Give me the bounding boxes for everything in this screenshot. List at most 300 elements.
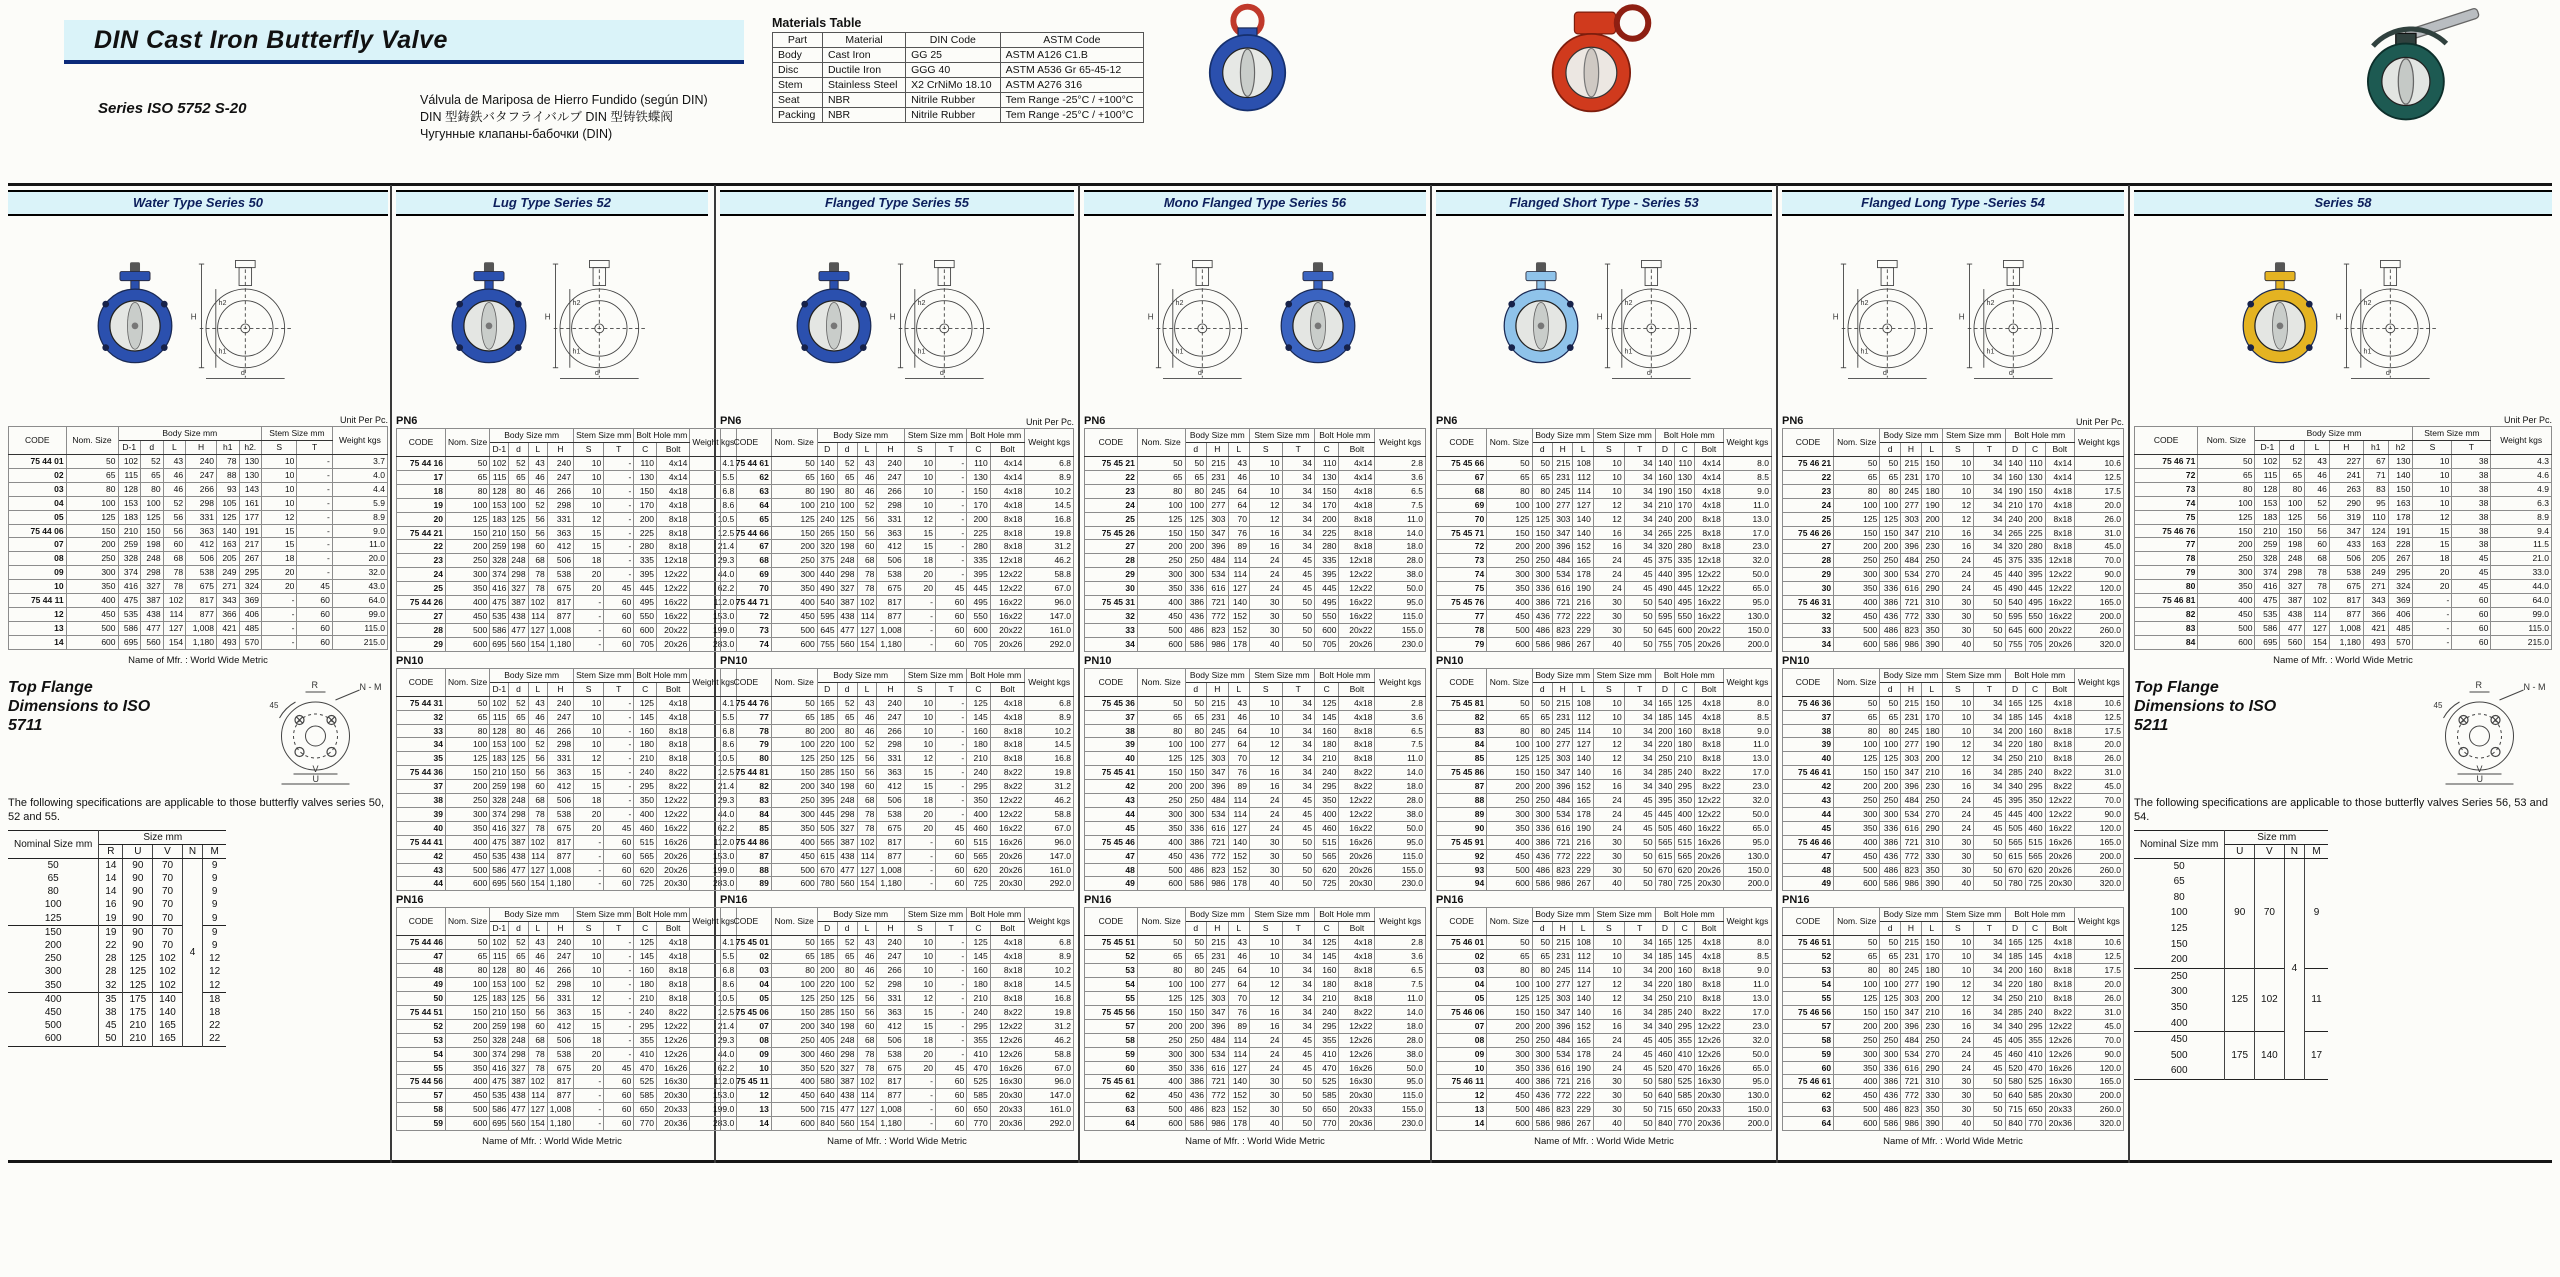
- column-header: C: [1315, 922, 1339, 936]
- cell: 79: [1437, 637, 1487, 651]
- cell: 250: [1880, 554, 1901, 568]
- cell: 395: [1655, 794, 1675, 808]
- cell: 100: [1487, 738, 1532, 752]
- cell: 10: [1250, 710, 1282, 724]
- cell: 386: [1880, 596, 1901, 610]
- column-header: Weight kgs: [690, 668, 737, 696]
- cell: 12x22: [1339, 582, 1375, 596]
- cell: 34: [1624, 752, 1655, 766]
- column-header: V: [2255, 844, 2285, 858]
- unit-per-pc-label: Unit Per Pc.: [2075, 417, 2124, 427]
- cell: 83: [2135, 621, 2198, 635]
- table-row: [1437, 936, 1772, 950]
- cell: 560: [509, 637, 528, 651]
- cell: 366: [2363, 607, 2388, 621]
- cell: 16x26: [2045, 835, 2074, 849]
- cell: 10: [574, 484, 604, 498]
- cell: 400: [2025, 807, 2045, 821]
- cell: 240: [1655, 512, 1675, 526]
- cell: 823: [1901, 863, 1922, 877]
- cell: 12: [1942, 752, 1973, 766]
- cell: 34: [1624, 498, 1655, 512]
- cell: 50: [1282, 1075, 1315, 1089]
- cell: 16: [1250, 526, 1282, 540]
- cell: 705: [967, 637, 991, 651]
- cell: 298: [186, 496, 217, 510]
- table-row: [1783, 766, 2124, 780]
- cell: 147.0: [1025, 849, 1074, 863]
- cell: 50: [1974, 1103, 2005, 1117]
- cell: 45: [1282, 554, 1315, 568]
- cell: 450: [66, 607, 118, 621]
- cell: 772: [1552, 609, 1572, 623]
- pn-row: [1436, 894, 1772, 906]
- cell: 450: [2134, 1032, 2225, 1048]
- cell: NBR: [822, 108, 905, 123]
- cell: 28: [99, 965, 123, 978]
- cell: 55: [1085, 992, 1138, 1006]
- cell: 350: [446, 821, 490, 835]
- cell: 300: [1834, 1047, 1880, 1061]
- cell: 37: [1783, 710, 1834, 724]
- cell: 62.2: [690, 821, 737, 835]
- cell: 12x26: [2045, 1033, 2074, 1047]
- cell: 200: [817, 724, 837, 738]
- group-header: Body Size mm: [1185, 429, 1249, 443]
- cell: 231: [1552, 710, 1572, 724]
- cell: 705: [2025, 637, 2045, 651]
- cell: -: [604, 540, 634, 554]
- cell: 340: [2005, 1019, 2025, 1033]
- cell: 12x22: [990, 568, 1025, 582]
- cell: 19: [397, 498, 446, 512]
- cell: 03: [721, 964, 772, 978]
- cell: 114: [857, 849, 877, 863]
- cell: -: [262, 607, 297, 621]
- cell: 38: [1085, 724, 1138, 738]
- cell: 58: [1085, 1033, 1138, 1047]
- cell: 240: [1675, 766, 1695, 780]
- cell: 11.0: [332, 538, 387, 552]
- cell: 336: [1532, 821, 1552, 835]
- cell: 450: [446, 609, 490, 623]
- cell: 877: [547, 609, 573, 623]
- cell: 4.3: [2491, 455, 2552, 469]
- cell: 200: [1921, 752, 1942, 766]
- cell: 200: [1880, 540, 1901, 554]
- cell: 10: [1250, 457, 1282, 471]
- section-illustrations: [1084, 218, 1426, 412]
- cell: 93: [1437, 863, 1487, 877]
- group-header: Body Size mm: [118, 427, 262, 441]
- cell: -: [297, 455, 332, 469]
- cell: 600: [66, 635, 118, 649]
- cell: 350: [2198, 580, 2255, 594]
- cell: 60: [857, 1019, 877, 1033]
- cell: 64: [721, 498, 772, 512]
- cell: 80: [771, 724, 817, 738]
- cell: Ductile Iron: [822, 63, 905, 78]
- table-row: [773, 108, 1144, 123]
- cell: 50: [1282, 849, 1315, 863]
- group-header: Body Size mm: [2255, 427, 2413, 441]
- cell: 225: [967, 526, 991, 540]
- cell: 586: [490, 623, 509, 637]
- cell: 124: [2363, 524, 2388, 538]
- cell: 45: [1974, 794, 2005, 808]
- cell: 50: [771, 457, 817, 471]
- cell: 396: [1552, 540, 1572, 554]
- cell: 65: [1487, 950, 1532, 964]
- cell: 285: [1655, 766, 1675, 780]
- group-header: Size mm: [2225, 830, 2328, 844]
- cell: 600: [1834, 1117, 1880, 1131]
- cell: 12: [574, 512, 604, 526]
- cell: 198: [837, 1019, 857, 1033]
- cell: 175: [123, 1006, 153, 1019]
- cell: 42: [1783, 780, 1834, 794]
- cell: 54: [397, 1047, 446, 1061]
- cell: 250: [1655, 752, 1675, 766]
- cell: 34: [1974, 1005, 2005, 1019]
- cell: 231: [1207, 710, 1228, 724]
- table-row: [1783, 1047, 2124, 1061]
- cell: 44.0: [690, 807, 737, 821]
- cell: 259: [490, 540, 509, 554]
- cell: 80: [1880, 724, 1901, 738]
- table-row: [1437, 724, 1772, 738]
- cell: 6.5: [1375, 724, 1426, 738]
- cell: 34: [1282, 457, 1315, 471]
- cell: 26.0: [2074, 992, 2123, 1006]
- cell: 183: [118, 510, 141, 524]
- translation-es: Válvula de Mariposa de Hierro Fundido (según DIN): [420, 93, 708, 107]
- column-header: C: [2025, 443, 2045, 457]
- cell: 21.4: [690, 780, 737, 794]
- cell: 586: [490, 1103, 509, 1117]
- cell: 363: [186, 524, 217, 538]
- cell: 292.0: [1025, 877, 1074, 891]
- pn-label: PN16: [720, 894, 748, 907]
- cell: 45: [1624, 807, 1655, 821]
- group-header: Body Size mm: [490, 429, 574, 443]
- cell: 755: [2005, 637, 2025, 651]
- pn-row: [1084, 655, 1426, 667]
- table-row: [1085, 526, 1426, 540]
- cell: 600: [1137, 877, 1185, 891]
- cell: 75 45 56: [1085, 1005, 1138, 1019]
- table-row: [397, 849, 737, 863]
- cell: 34: [1624, 540, 1655, 554]
- cell: 10: [904, 978, 935, 992]
- cell: 450: [1834, 849, 1880, 863]
- table-row: [1437, 794, 1772, 808]
- cell: 153.0: [690, 1089, 737, 1103]
- cell: 395: [634, 568, 657, 582]
- cell: 300: [446, 568, 490, 582]
- cell: 165: [1655, 696, 1675, 710]
- cell: 75 44 26: [397, 596, 446, 610]
- cell: 267: [2388, 552, 2413, 566]
- cell: 100: [509, 978, 528, 992]
- cell: 16: [1942, 780, 1973, 794]
- cell: 34: [1624, 526, 1655, 540]
- cell: 440: [2005, 568, 2025, 582]
- table-row: [1085, 849, 1426, 863]
- cell: 600: [1137, 637, 1185, 651]
- cell: 32.0: [1723, 794, 1771, 808]
- cell: 410: [1675, 1047, 1695, 1061]
- cell: 823: [1207, 623, 1228, 637]
- valve-drawing: [1957, 245, 2075, 385]
- cell: 396: [1207, 1019, 1228, 1033]
- cell: 15: [574, 526, 604, 540]
- table-head: [397, 668, 737, 696]
- cell: 45: [1974, 807, 2005, 821]
- cell: 112.0: [690, 596, 737, 610]
- cell: 22: [1783, 470, 1834, 484]
- cell: 22: [1085, 470, 1138, 484]
- cell: 04: [1437, 978, 1487, 992]
- cell: 327: [509, 821, 528, 835]
- cell: 125: [1487, 752, 1532, 766]
- section-divider: [1078, 185, 1080, 1163]
- cell: 6.8: [1025, 936, 1074, 950]
- cell: 178: [1228, 877, 1250, 891]
- cell: 20x30: [990, 877, 1025, 891]
- table-row: [1437, 780, 1772, 794]
- pn-row: [1084, 894, 1426, 906]
- cell: 8x18: [657, 540, 690, 554]
- cell: 16x22: [2045, 609, 2074, 623]
- cell: 240: [186, 455, 217, 469]
- pn-row: [396, 894, 708, 906]
- cell: 20x26: [2045, 863, 2074, 877]
- cell: 24: [1942, 554, 1973, 568]
- cell: 715: [817, 1103, 837, 1117]
- cell: 20.0: [332, 552, 387, 566]
- cell: 215: [1552, 457, 1572, 471]
- cell: 65: [1834, 950, 1880, 964]
- cell: 986: [1901, 637, 1922, 651]
- cell: 335: [634, 554, 657, 568]
- cell: 77: [1437, 609, 1487, 623]
- cell: 12: [1942, 978, 1973, 992]
- table-row: [721, 807, 1074, 821]
- cell: 90: [123, 939, 153, 952]
- cell: 12: [1942, 992, 1973, 1006]
- table-row: [2135, 580, 2552, 594]
- cell: 200: [1834, 1019, 1880, 1033]
- table-row: [9, 468, 388, 482]
- flange-diagram: [253, 678, 388, 790]
- cell: 14.0: [1375, 766, 1426, 780]
- column-header: S: [904, 443, 935, 457]
- cell: 191: [239, 524, 262, 538]
- cell: 227: [2329, 455, 2363, 469]
- cell: 12x22: [1694, 582, 1723, 596]
- cell: 500: [771, 623, 817, 637]
- cell: 90: [123, 858, 153, 872]
- cell: 640: [817, 1089, 837, 1103]
- spec-table: [396, 668, 737, 892]
- cell: 13: [9, 621, 67, 635]
- cell: 303: [1901, 512, 1922, 526]
- cell: 721: [1552, 1075, 1572, 1089]
- cell: 78: [528, 568, 547, 582]
- cell: 16x26: [990, 1061, 1025, 1075]
- column-header: Nom. Size: [446, 429, 490, 457]
- table-row: [721, 470, 1074, 484]
- cell: 12x18: [2045, 554, 2074, 568]
- cell: 12: [203, 979, 227, 993]
- section-illustrations: [1436, 218, 1772, 412]
- cell: 10: [1942, 696, 1973, 710]
- table-body: [8, 858, 226, 1046]
- column-header: Nom. Size: [1487, 908, 1532, 936]
- cell: 183: [490, 992, 509, 1006]
- cell: 525: [634, 1075, 657, 1089]
- column-header: CODE: [1437, 429, 1487, 457]
- cell: 16: [1593, 1019, 1624, 1033]
- cell: 44: [397, 877, 446, 891]
- group-header: Bolt Hole mm: [967, 668, 1025, 682]
- cell: 650: [634, 1103, 657, 1117]
- table-row: [773, 78, 1144, 93]
- cell: 16x22: [657, 596, 690, 610]
- cell: 366: [216, 607, 239, 621]
- cell: 350: [1137, 821, 1185, 835]
- cell: -: [604, 484, 634, 498]
- table-row: [1437, 540, 1772, 554]
- cell: 355: [967, 1033, 991, 1047]
- table-row: [721, 623, 1074, 637]
- cell: 17: [2304, 1032, 2328, 1080]
- cell: 96.0: [1025, 835, 1074, 849]
- cell: 65: [837, 950, 857, 964]
- cell: 324: [239, 580, 262, 594]
- cell: -: [935, 696, 966, 710]
- cell: 30: [1942, 835, 1973, 849]
- cell: 10: [574, 950, 604, 964]
- cell: 585: [967, 1089, 991, 1103]
- cell: 470: [634, 1061, 657, 1075]
- cell: 200: [634, 512, 657, 526]
- cell: 350: [1137, 582, 1185, 596]
- cell: 396: [1552, 1019, 1572, 1033]
- table-row: [1783, 554, 2124, 568]
- column-header: h2.: [239, 441, 262, 455]
- column-header: D: [2005, 682, 2025, 696]
- table-row: [1783, 1019, 2124, 1033]
- cell: 560: [837, 877, 857, 891]
- cell: 231: [1901, 710, 1922, 724]
- table-row: [1783, 696, 2124, 710]
- cell: 50: [1974, 1089, 2005, 1103]
- cell: 178: [1228, 1117, 1250, 1131]
- table-row: [721, 766, 1074, 780]
- manufacturer-note: Name of Mfr. : World Wide Metric: [482, 1136, 622, 1148]
- cell: 65.0: [1723, 821, 1771, 835]
- cell: 327: [509, 582, 528, 596]
- cell: 80: [446, 724, 490, 738]
- spec-table: [1084, 907, 1426, 1131]
- cell: 65: [1185, 950, 1206, 964]
- cell: 24: [1250, 568, 1282, 582]
- cell: 75 44 51: [397, 1005, 446, 1019]
- cell: 31.2: [1025, 780, 1074, 794]
- table-row: [1437, 609, 1772, 623]
- cell: 102: [490, 936, 509, 950]
- cell: 670: [2005, 863, 2025, 877]
- table-body: [1783, 696, 2124, 891]
- cell: 150.0: [1723, 1103, 1771, 1117]
- cell: 495: [634, 596, 657, 610]
- column-header: C: [634, 443, 657, 457]
- cell: 50: [446, 696, 490, 710]
- cell: 245: [1901, 724, 1922, 738]
- cell: 303: [1552, 512, 1572, 526]
- cell: 600: [1487, 637, 1532, 651]
- cell: 16x26: [990, 835, 1025, 849]
- cell: 283.0: [690, 1117, 737, 1131]
- cell: 328: [490, 794, 509, 808]
- cell: 295: [1315, 780, 1339, 794]
- cell: 8x18: [2045, 738, 2074, 752]
- cell: 19: [99, 912, 123, 926]
- cell: 200: [967, 512, 991, 526]
- cell: 721: [1901, 1075, 1922, 1089]
- cell: 34: [1974, 526, 2005, 540]
- column-header: L: [528, 922, 547, 936]
- cell: 772: [1207, 849, 1228, 863]
- cell: 56: [857, 512, 877, 526]
- cell: 1,008: [2329, 621, 2363, 635]
- cell: 772: [1207, 609, 1228, 623]
- column-header: H: [1901, 443, 1922, 457]
- cell: 298: [547, 738, 573, 752]
- table-body: [397, 457, 737, 652]
- cell: 50: [1185, 457, 1206, 471]
- cell: 32: [1783, 609, 1834, 623]
- table-row: [9, 594, 388, 608]
- cell: 12: [1593, 978, 1624, 992]
- cell: 65: [446, 710, 490, 724]
- cell: 550: [1675, 609, 1695, 623]
- cell: 600: [771, 877, 817, 891]
- cell: 12x22: [990, 1019, 1025, 1033]
- cell: 675: [547, 1061, 573, 1075]
- cell: 300: [1880, 1047, 1901, 1061]
- cell: 12: [1942, 738, 1973, 752]
- valve-drawing: [1146, 245, 1264, 385]
- cell: 475: [490, 1075, 509, 1089]
- cell: 60: [604, 877, 634, 891]
- cell: -: [935, 780, 966, 794]
- cell: 200: [2005, 964, 2025, 978]
- cell: 8x18: [657, 526, 690, 540]
- table-row: [397, 470, 737, 484]
- cell: 30: [1942, 1103, 1973, 1117]
- cell: 250: [1185, 554, 1206, 568]
- cell: 45: [2452, 566, 2491, 580]
- cell: 470: [967, 1061, 991, 1075]
- cell: 32.0: [332, 566, 387, 580]
- cell: 438: [509, 1089, 528, 1103]
- cell: 145: [2025, 710, 2045, 724]
- cell: 65: [837, 470, 857, 484]
- cell: 34: [1282, 780, 1315, 794]
